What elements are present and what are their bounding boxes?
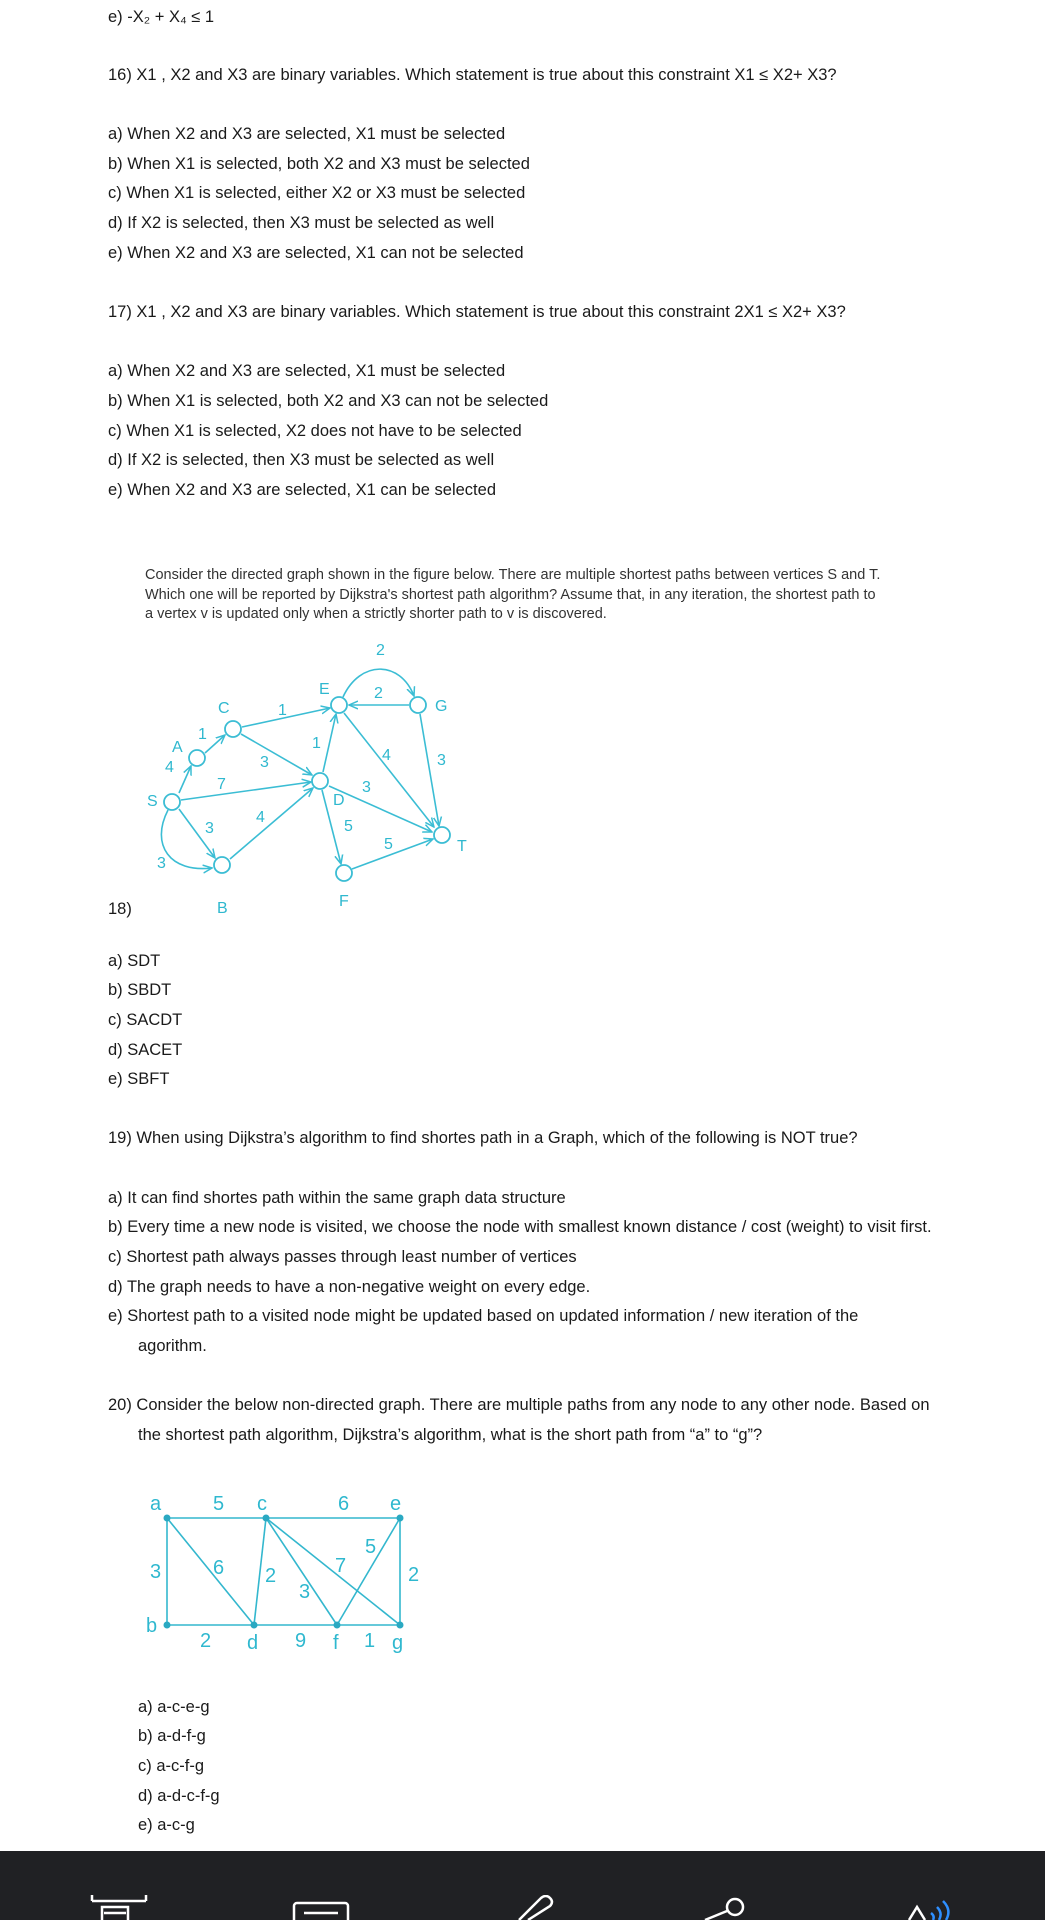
q17-option-c: c) When X1 is selected, X2 does not have to be selected: [108, 422, 522, 440]
weight-s-b-curve: 3: [157, 855, 166, 872]
edge-c-g: [266, 1518, 400, 1625]
label-e: e: [390, 1493, 402, 1515]
weight-e-t: 4: [382, 747, 391, 764]
q19-option-c: c) Shortest path always passes through least number of vertices: [108, 1248, 577, 1266]
q18-edges: [161, 669, 439, 869]
q17-option-e: e) When X2 and X3 are selected, X1 can be selected: [108, 481, 496, 499]
edge-a-d: [167, 1518, 254, 1625]
node-e: [397, 1515, 404, 1522]
q16-option-a: a) When X2 and X3 are selected, X1 must be selected: [108, 125, 506, 143]
q20-undirected-graph: [140, 1485, 440, 1660]
q16-option-d: d) If X2 is selected, then X3 must be selected as well: [108, 214, 495, 232]
weight-f-g: 1: [364, 1630, 376, 1652]
edge-c-f: [266, 1518, 337, 1625]
weight-c-e: 6: [338, 1493, 350, 1515]
q17-option-b: b) When X1 is selected, both X2 and X3 can not be selected: [108, 392, 549, 410]
label-f: F: [339, 893, 349, 910]
screen-icon[interactable]: [292, 1895, 350, 1920]
weight-d-t: 3: [362, 779, 371, 796]
weight-s-a: 4: [165, 759, 174, 776]
share-icon[interactable]: [695, 1895, 750, 1920]
weight-s-b: 3: [205, 820, 214, 837]
edge-s-a: [179, 766, 191, 793]
node-c: [263, 1515, 270, 1522]
q18-nodes: [164, 697, 450, 881]
q16-option-b: b) When X1 is selected, both X2 and X3 must be selected: [108, 155, 530, 173]
label-t: T: [457, 838, 467, 855]
q18-number: 18): [108, 900, 132, 918]
weight-c-d: 3: [260, 754, 269, 771]
weight-d-f: 5: [344, 818, 353, 835]
weight-c-d: 2: [265, 1565, 277, 1587]
q17-option-a: a) When X2 and X3 are selected, X1 must be selected: [108, 362, 506, 380]
label-a: a: [150, 1493, 162, 1515]
edge-a-c: [205, 735, 225, 753]
edge-e-t: [344, 713, 434, 827]
edge-b-d: [230, 788, 313, 859]
node-g: [410, 697, 426, 713]
table-icon[interactable]: [88, 1895, 152, 1920]
node-f: [336, 865, 352, 881]
edge-d-e: [323, 714, 336, 772]
q20-option-b: b) a-d-f-g: [138, 1727, 206, 1745]
q20-option-c: c) a-c-f-g: [138, 1757, 204, 1775]
node-e: [331, 697, 347, 713]
weight-g-t: 3: [437, 752, 446, 769]
node-t: [434, 827, 450, 843]
label-f: f: [333, 1632, 339, 1654]
q18-option-c: c) SACDT: [108, 1011, 183, 1029]
node-c: [225, 721, 241, 737]
node-f: [334, 1622, 341, 1629]
q16-question: 16) X1 , X2 and X3 are binary variables. Which statement is true about this constraint X1 ≤ X2+ X3?: [108, 66, 837, 84]
label-s: S: [147, 793, 158, 810]
weight-e-g: 2: [408, 1564, 420, 1586]
edge-g-t: [420, 714, 439, 826]
weight-s-d: 7: [217, 776, 226, 793]
label-g: G: [435, 698, 448, 715]
weight-a-b: 3: [150, 1561, 162, 1583]
q18-prompt-line-1: Consider the directed graph shown in the figure below. There are multiple shortest paths between vertices S and T.: [145, 567, 881, 583]
q19-option-e: e) Shortest path to a visited node might be updated based on updated information / new iteration of the: [108, 1307, 859, 1325]
label-b: b: [146, 1615, 158, 1637]
weight-a-d: 6: [213, 1557, 225, 1579]
q20-option-d: d) a-d-c-f-g: [138, 1787, 220, 1805]
node-s: [164, 794, 180, 810]
label-c: C: [218, 700, 230, 717]
label-g: g: [392, 1632, 404, 1654]
q16-option-c: c) When X1 is selected, either X2 or X3 must be selected: [108, 184, 526, 202]
q18-option-a: a) SDT: [108, 952, 161, 970]
q20-option-a: a) a-c-e-g: [138, 1698, 210, 1716]
weight-b-d: 2: [200, 1630, 212, 1652]
q17-question: 17) X1 , X2 and X3 are binary variables. Which statement is true about this constraint 2X1 ≤ X2+ X3?: [108, 303, 846, 321]
weight-a-c: 5: [213, 1493, 225, 1515]
q20-question-line-2: the shortest path algorithm, Dijkstra’s algorithm, what is the short path from “a” to “g”?: [138, 1426, 763, 1444]
weight-d-f: 9: [295, 1630, 307, 1652]
label-e: E: [319, 681, 330, 698]
q20-question-line-1: 20) Consider the below non-directed graph. There are multiple paths from any node to any other node. Based on: [108, 1396, 930, 1414]
node-d: [251, 1622, 258, 1629]
q18-prompt-line-2: Which one will be reported by Dijkstra's shortest path algorithm? Assume that, in any iteration, the shortest path to: [145, 587, 876, 603]
node-a: [189, 750, 205, 766]
weight-d-e: 1: [312, 735, 321, 752]
q20-weights: [150, 1493, 419, 1652]
label-d: d: [247, 1632, 259, 1654]
q18-option-e: e) SBFT: [108, 1070, 170, 1088]
q15-option-e: e) -X₂ + X₄ ≤ 1: [108, 8, 215, 26]
q20-option-e: e) a-c-g: [138, 1816, 195, 1834]
q16-option-e: e) When X2 and X3 are selected, X1 can not be selected: [108, 244, 524, 262]
edge-e-f: [337, 1518, 400, 1625]
label-c: c: [257, 1493, 267, 1515]
node-b: [164, 1622, 171, 1629]
pen-icon[interactable]: [515, 1895, 555, 1920]
q19-option-e-continued: agorithm.: [138, 1337, 207, 1355]
weight-e-g: 2: [376, 642, 385, 659]
weight-c-e: 1: [278, 702, 287, 719]
q17-option-d: d) If X2 is selected, then X3 must be selected as well: [108, 451, 495, 469]
q19-question: 19) When using Dijkstra’s algorithm to find shortes path in a Graph, which of the following is NOT true?: [108, 1129, 858, 1147]
node-a: [164, 1515, 171, 1522]
node-d: [312, 773, 328, 789]
label-d: D: [333, 792, 345, 809]
weight-b-d: 4: [256, 809, 265, 826]
weight-g-e: 2: [374, 685, 383, 702]
weight-c-g: 7: [335, 1555, 347, 1577]
q18-option-d: d) SACET: [108, 1041, 183, 1059]
weight-e-f: 5: [365, 1536, 377, 1558]
weight-a-c: 1: [198, 726, 207, 743]
q19-option-d: d) The graph needs to have a non-negative weight on every edge.: [108, 1278, 591, 1296]
edge-c-d: [241, 734, 312, 775]
node-g: [397, 1622, 404, 1629]
q18-directed-graph: [130, 635, 490, 915]
q19-option-b: b) Every time a new node is visited, we choose the node with smallest known distance / cost (weight) to visit first.: [108, 1218, 932, 1236]
q19-option-a: a) It can find shortes path within the same graph data structure: [108, 1189, 566, 1207]
weight-c-f: 3: [299, 1581, 311, 1603]
q20-edges: [167, 1518, 400, 1625]
read-aloud-icon[interactable]: [905, 1895, 955, 1920]
label-b: B: [217, 900, 228, 915]
q18-option-b: b) SBDT: [108, 981, 172, 999]
node-b: [214, 857, 230, 873]
q18-prompt-line-3: a vertex v is updated only when a strictly shorter path to v is discovered.: [145, 606, 607, 622]
edge-s-d: [181, 782, 311, 800]
weight-f-t: 5: [384, 836, 393, 853]
label-a: A: [172, 739, 183, 756]
